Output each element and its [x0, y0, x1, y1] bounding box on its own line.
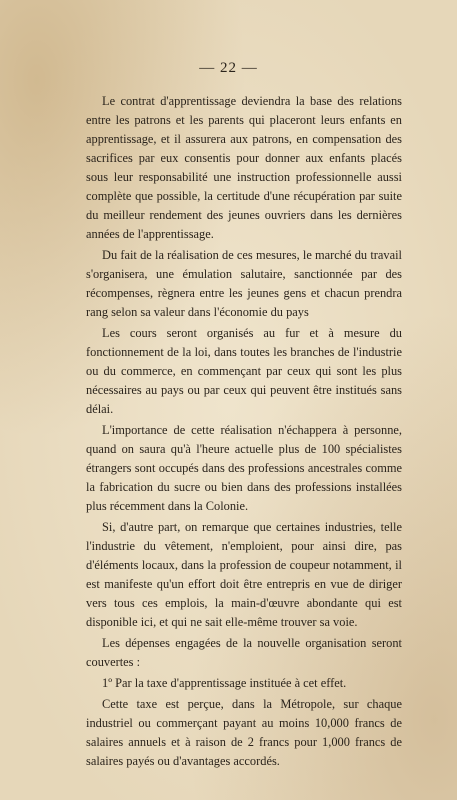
- page-number: — 22 —: [199, 60, 258, 76]
- paragraph-industries: Si, d'autre part, on remarque que certaines industries, telle l'industrie du vêtement, n'emploient, pour ainsi dire, pas d'éléments locaux, dans la profession de coupeur notamment, il est manifeste qu'un effort doit être entrepris en vue de diriger vers tous ces emplois, la main-d'œuvre abondante qui est disponible ici, et qui ne sait elle-même trouver sa voie.: [86, 520, 402, 629]
- body-text: [86, 92, 402, 771]
- paragraph-expenses: Les dépenses engagées de la nouvelle organisation seront couvertes :: [86, 636, 402, 669]
- paragraph-tax-point-1: 1º Par la taxe d'apprentissage instituée à cet effet.: [102, 676, 347, 690]
- paragraph-tax-details: Cette taxe est perçue, dans la Métropole, sur chaque industriel ou commerçant payant au moins 10,000 francs de salaires annuels et à raison de 2 francs pour 1,000 francs de salaires payés ou d'avantages accordés.: [86, 697, 402, 768]
- paragraph-labour-market: Du fait de la réalisation de ces mesures, le marché du travail s'organisera, une émulation salutaire, sanctionnée par des récompenses, règnera entre les jeunes gens et chacun prendra rang selon sa valeur dans l'économie du pays: [86, 248, 402, 319]
- paragraph-courses: Les cours seront organisés au fur et à mesure du fonctionnement de la loi, dans toutes les branches de l'industrie ou du commerce, en commençant par ceux qui sont les plus nécessaires au pays ou par ceux qui peuvent être institués sans délai.: [86, 326, 402, 416]
- paragraph-importance: L'importance de cette réalisation n'échappera à personne, quand on saura qu'à l'heure actuelle plus de 100 spécialistes étrangers sont occupés dans des professions ancestrales comme la fabrication du sucre ou bien dans des professions installées plus récemment dans la Colonie.: [86, 423, 402, 513]
- paragraph-apprenticeship-contract: Le contrat d'apprentissage deviendra la base des relations entre les patrons et les parents qui placeront leurs enfants en apprentissage, et il assurera aux patrons, en compensation des sacrifices par eux consentis pour donner aux enfants placés sous leur responsabilité une instruction professionnelle aussi complète que possible, la certitude d'une récupération par suite du meilleur rendement des jeunes ouvriers dans les dernières années de l'apprentissage.: [86, 94, 402, 241]
